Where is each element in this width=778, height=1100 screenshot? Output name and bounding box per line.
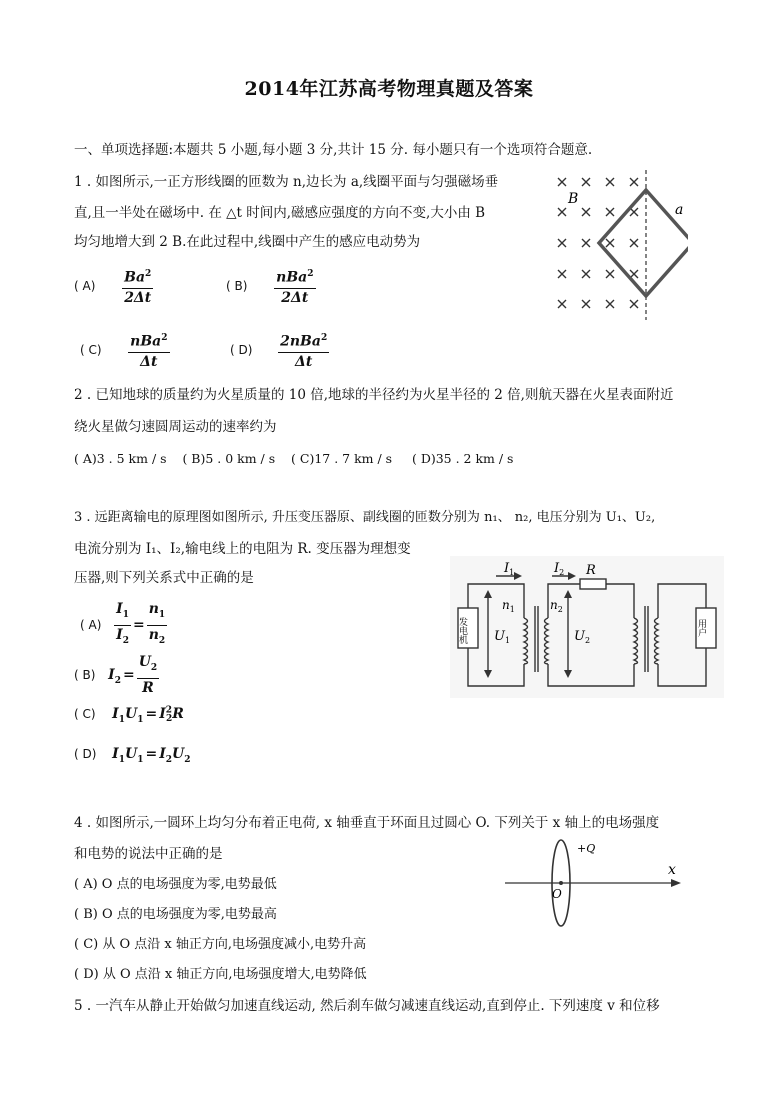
q1-option-d <box>230 330 329 371</box>
q3-option-c-label: ( C) <box>74 706 96 721</box>
resistor <box>580 579 606 589</box>
field-label-b: B <box>568 191 579 207</box>
origin-label: O <box>552 887 562 901</box>
field-cross-mark <box>630 239 638 247</box>
q1-option-c-formula <box>128 330 169 371</box>
field-cross-mark <box>606 270 614 278</box>
q1-option-b-sup: 2 <box>307 269 314 279</box>
q2-line-1: 2 . 已知地球的质量约为火星质量的 10 倍,地球的半径约为火星半径的 2 倍,则航天器在火星表面附近 <box>74 387 674 403</box>
q3-option-a-label: ( A) <box>80 617 102 632</box>
q1-option-b-formula <box>274 266 315 307</box>
q1-option-a-label: ( A) <box>74 278 96 293</box>
q1-option-d-formula <box>278 330 329 371</box>
page-title: 2014年江苏高考物理真题及答案 <box>244 78 534 100</box>
field-cross-mark <box>558 208 566 216</box>
q3-option-b: ( B) $I_2$ = $\frac{U_2}{R}$ <box>74 654 158 696</box>
q3-option-d-formula: $I_1U_1 = I_2U_2$ <box>112 746 191 765</box>
field-cross-mark <box>606 239 614 247</box>
q3-option-b-label: ( B) <box>74 667 96 682</box>
q1-option-d-sup: 2 <box>320 333 328 343</box>
q3-option-a: ( A) $\frac{I_1}{I_2}$ = $\frac{n_1}{n_2}$ <box>80 601 167 650</box>
q3-option-d-label: ( D) <box>74 747 97 761</box>
q3-option-a-formula-lhs: $\frac{I_1}{I_2}$ <box>116 601 129 646</box>
x-axis-label: x <box>668 862 676 878</box>
user-label: 用户 <box>696 619 706 637</box>
q1-line-2: 直,且一半处在磁场中. 在 △t 时间内,磁感应强度的方向不变,大小由 B <box>74 205 486 221</box>
q4-line-2: 和电势的说法中正确的是 <box>74 846 223 862</box>
q1-option-b <box>226 266 316 307</box>
field-cross-mark <box>558 300 566 308</box>
q1-option-a <box>74 266 153 307</box>
q1-option-b-label: ( B) <box>226 278 248 293</box>
q1-option-a-den: 2Δt <box>124 289 152 306</box>
q4-option-a: ( A) O 点的电场强度为零,电势最低 <box>74 877 277 892</box>
q4-ring-figure <box>505 836 685 932</box>
q1-option-c-den: Δt <box>140 353 158 370</box>
q3-option-c <box>74 705 184 724</box>
q1-option-c-num: nBa <box>130 333 162 350</box>
q1-option-c-sup: 2 <box>161 333 168 343</box>
u2-label: $U_2$ <box>574 629 591 645</box>
field-cross-mark <box>606 208 614 216</box>
n2-label: $n_2$ <box>550 598 563 614</box>
i2-label: $I_2$ <box>554 561 565 577</box>
q3-circuit-figure <box>450 556 724 698</box>
n1-label: $n_1$ <box>502 598 515 614</box>
q3-line-1: 3 . 远距离输电的原理图如图所示, 升压变压器原、副线圈的匝数分别为 n₁、 n₂, 电压分别为 U₁、U₂, <box>74 510 656 525</box>
q2-options: ( A)3 . 5 km / s ( B)5 . 0 km / s ( C)17 . 7 km / s ( D)35 . 2 km / s <box>74 451 514 466</box>
q4-line-1: 4 . 如图所示,一圆环上均匀分布着正电荷, x 轴垂直于环面且过圆心 O. 下列关于 x 轴上的电场强度 <box>74 815 660 831</box>
q1-option-a-formula <box>122 266 153 307</box>
q1-option-c <box>80 330 170 371</box>
field-cross-mark <box>606 178 614 186</box>
generator-label: 发电机 <box>457 617 467 644</box>
q1-option-d-num: 2nBa <box>280 333 321 350</box>
field-cross-mark <box>582 239 590 247</box>
q5-line-1: 5 . 一汽车从静止开始做匀加速直线运动, 然后刹车做匀减速直线运动,直到停止. 下列速度 v 和位移 <box>74 998 660 1014</box>
field-cross-mark <box>558 239 566 247</box>
resistor-label: R <box>586 563 596 578</box>
q1-line-3: 均匀地增大到 2 B.在此过程中,线圈中产生的感应电动势为 <box>74 234 421 250</box>
u1-label: $U_1$ <box>494 629 511 645</box>
q3-line-3: 压器,则下列关系式中正确的是 <box>74 570 254 586</box>
field-cross-mark <box>630 178 638 186</box>
q4-option-b: ( B) O 点的电场强度为零,电势最高 <box>74 907 277 922</box>
q3-option-d <box>74 746 191 765</box>
field-cross-mark <box>582 208 590 216</box>
i1-label: $I_1$ <box>504 561 515 577</box>
q3-line-2: 电流分别为 I₁、I₂,输电线上的电阻为 R. 变压器为理想变 <box>74 541 411 557</box>
q1-option-a-num: Ba <box>124 269 146 286</box>
field-cross-mark <box>606 300 614 308</box>
field-cross-mark <box>558 270 566 278</box>
q1-option-b-num: nBa <box>276 269 308 286</box>
q1-option-a-sup: 2 <box>145 269 152 279</box>
field-cross-mark <box>582 178 590 186</box>
field-cross-mark <box>630 300 638 308</box>
charge-label: +Q <box>577 842 596 855</box>
field-cross-mark <box>582 270 590 278</box>
q1-option-d-den: Δt <box>295 353 313 370</box>
field-cross-mark <box>558 178 566 186</box>
q1-option-b-den: 2Δt <box>281 289 309 306</box>
side-label-a: a <box>675 202 684 218</box>
q3-option-a-formula-rhs: $\frac{n_1}{n_2}$ <box>148 601 166 646</box>
q1-option-d-label: ( D) <box>230 342 253 357</box>
q1-line-1: 1 . 如图所示,一正方形线圈的匝数为 n,边长为 a,线圈平面与匀强磁场垂 <box>74 174 499 190</box>
q2-line-2: 绕火星做匀速圆周运动的速率约为 <box>74 419 277 435</box>
q1-option-c-label: ( C) <box>80 342 102 357</box>
q3-option-c-formula: $I_1U_1 = I^2_2R$ <box>112 705 184 725</box>
q4-option-c: ( C) 从 O 点沿 x 轴正方向,电场强度减小,电势升高 <box>74 937 367 952</box>
q1-coil-figure <box>548 170 688 320</box>
q4-option-d: ( D) 从 O 点沿 x 轴正方向,电场强度增大,电势降低 <box>74 967 367 982</box>
q3-option-b-formula: $\frac{U_2}{R}$ <box>138 654 158 696</box>
ring-center-point <box>559 881 563 885</box>
section-header: 一、单项选择题:本题共 5 小题,每小题 3 分,共计 15 分. 每小题只有一个选项符合题意. <box>74 142 593 158</box>
field-cross-mark <box>582 300 590 308</box>
x-axis-arrowhead <box>671 879 681 887</box>
